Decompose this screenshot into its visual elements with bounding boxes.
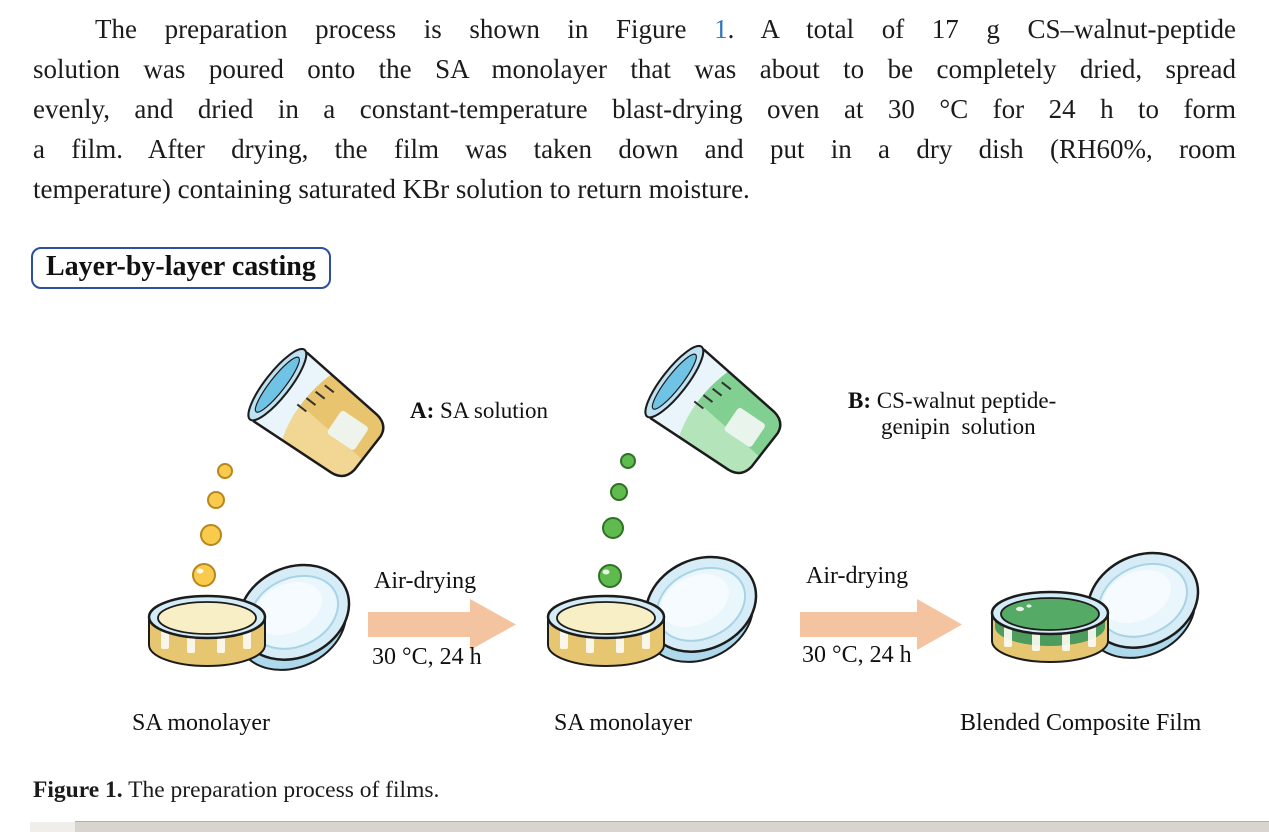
arrow-air-drying-1	[368, 599, 516, 650]
dish-2-label: SA monolayer	[554, 710, 692, 736]
body-paragraph	[33, 9, 1236, 209]
arrow-2-top-label: Air-drying	[806, 563, 909, 589]
figure-1-link[interactable]: 1	[714, 14, 728, 44]
paragraph-text: The preparation process is shown in Figure	[95, 14, 715, 44]
dish-3-label: Blended Composite Film	[960, 710, 1202, 736]
beaker-b-name-line1: CS-walnut peptide-	[876, 388, 1057, 413]
beaker-b-tag: B:	[848, 388, 871, 413]
paragraph-text: . A total of 17 g CS–walnut-peptide	[727, 14, 1236, 44]
scrollbar-gutter	[30, 822, 75, 832]
arrow-2-bottom-label: 30 °C, 24 h	[802, 642, 912, 668]
petri-dish-sa-1	[149, 596, 265, 666]
paragraph-line	[33, 9, 1236, 49]
beaker-a-label	[410, 398, 548, 424]
figure-caption-label: Figure 1.	[33, 777, 123, 803]
beaker-a-name: SA solution	[440, 398, 549, 423]
beaker-b-name-line2: genipin solution	[881, 414, 1036, 439]
beaker-a-icon	[240, 342, 393, 489]
petri-dish-composite-film	[992, 592, 1108, 662]
paragraph-line: evenly, and dried in a constant-temperature blast-drying oven at 30 °C for 24 h to form	[33, 94, 1236, 124]
petri-dish-sa-2	[548, 596, 664, 666]
process-title: Layer-by-layer casting	[46, 251, 316, 282]
beaker-a-tag: A:	[410, 398, 435, 423]
beaker-b-icon	[637, 339, 790, 486]
arrow-1-bottom-label: 30 °C, 24 h	[372, 644, 482, 670]
process-title-box	[31, 247, 331, 289]
figure-caption-text: The preparation process of films.	[128, 777, 440, 803]
paragraph-line: a film. After drying, the film was taken down and put in a dry dish (RH60%, room	[33, 134, 1236, 164]
beaker-b-label	[848, 388, 1056, 440]
document-page	[0, 9, 1269, 805]
paragraph-line: solution was poured onto the SA monolayer that was about to be completely dried, spread	[33, 54, 1236, 84]
dish-1-label: SA monolayer	[132, 710, 270, 736]
paragraph-line: temperature) containing saturated KBr solution to return moisture.	[33, 174, 750, 204]
figure-1-diagram	[0, 310, 1269, 760]
figure-caption	[33, 775, 1236, 805]
process-diagram-art	[0, 310, 1269, 760]
arrow-1-top-label: Air-drying	[374, 568, 477, 594]
